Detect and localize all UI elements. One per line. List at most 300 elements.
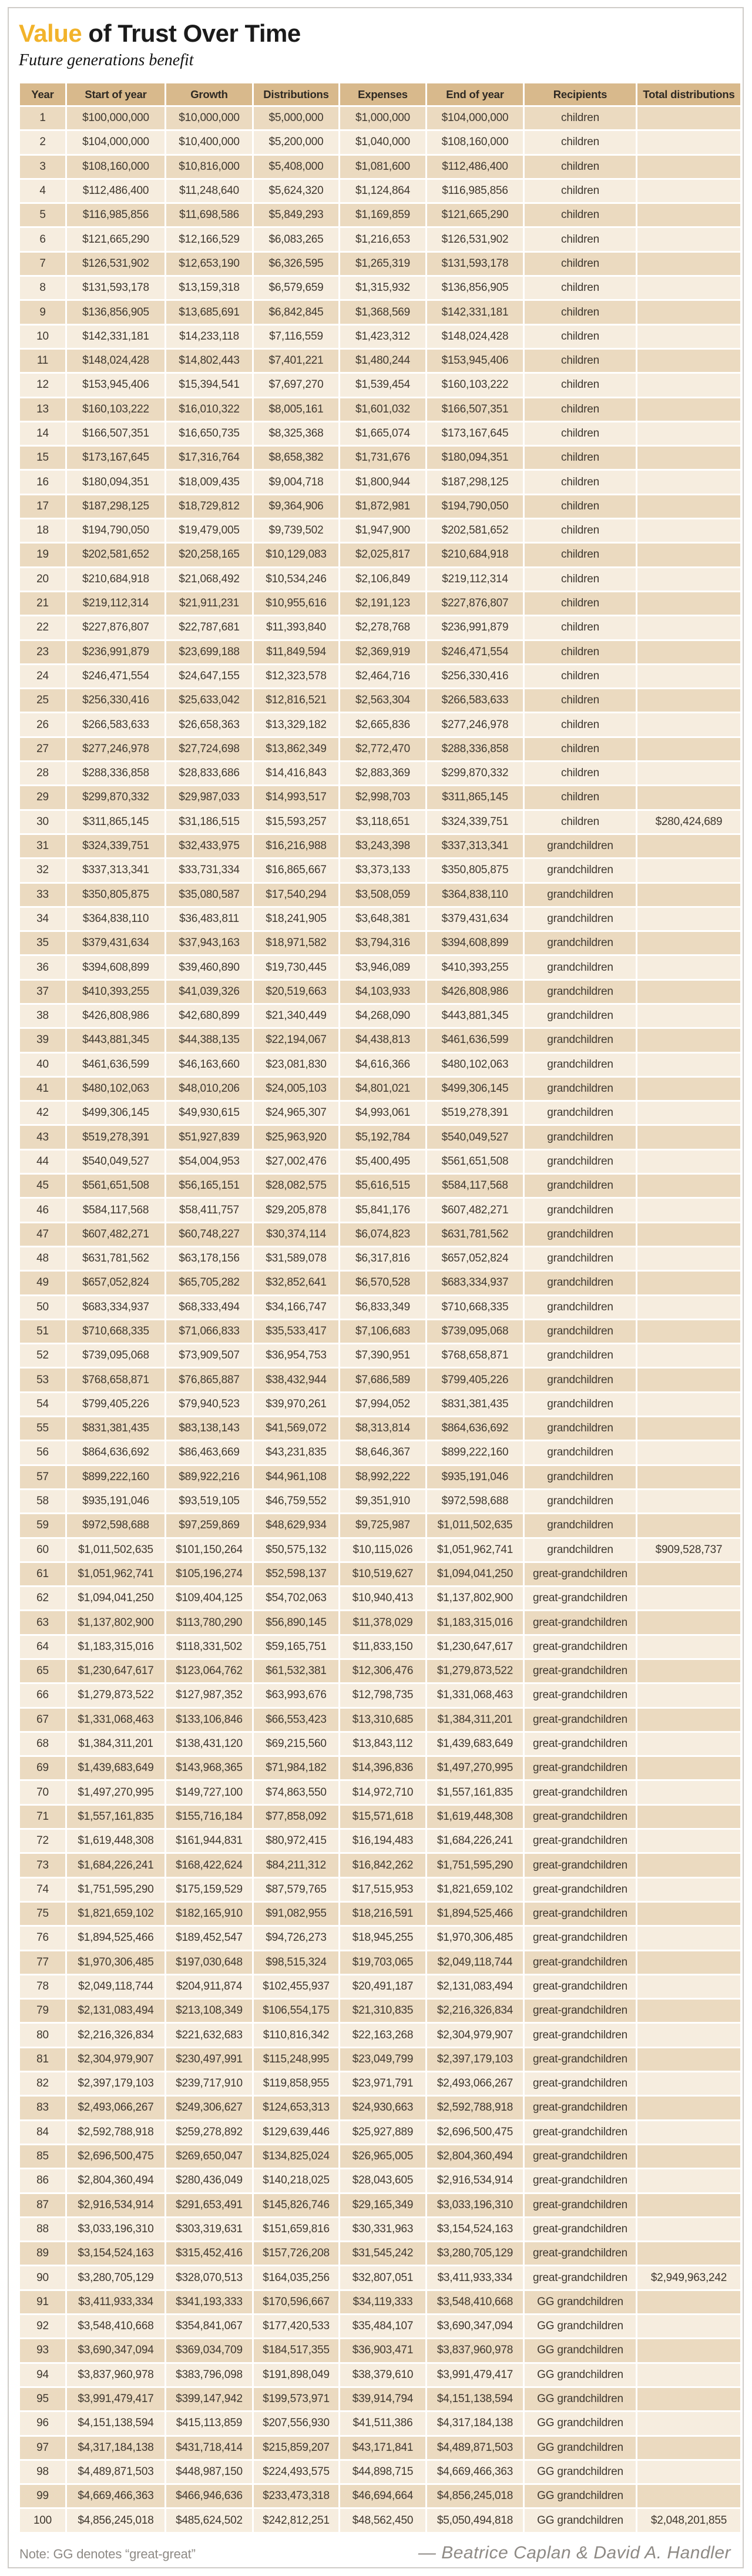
table-cell: $288,336,858	[67, 762, 164, 784]
table-row	[20, 471, 740, 493]
table-cell: $11,849,594	[254, 641, 338, 663]
table-cell: $426,808,986	[67, 1005, 164, 1027]
table-cell: $4,489,871,503	[67, 2461, 164, 2483]
table-cell	[637, 277, 740, 299]
table-cell: $3,548,410,668	[427, 2291, 523, 2313]
table-cell: $134,825,024	[254, 2145, 338, 2168]
table-cell: $315,452,416	[166, 2242, 252, 2265]
table-cell: $23,081,830	[254, 1054, 338, 1076]
table-row	[20, 1175, 740, 1197]
table-cell: $1,216,653	[340, 228, 425, 250]
table-cell: 23	[20, 641, 65, 663]
table-cell: 2	[20, 131, 65, 153]
page-title	[19, 20, 733, 47]
table-cell: 15	[20, 447, 65, 469]
table-cell: $153,945,406	[427, 350, 523, 372]
table-cell: 56	[20, 1441, 65, 1464]
table-cell	[637, 1879, 740, 1901]
table-cell: $127,987,352	[166, 1684, 252, 1706]
table-cell: $66,553,423	[254, 1709, 338, 1731]
table-cell: $2,493,066,267	[427, 2072, 523, 2095]
table-cell: $2,191,123	[340, 592, 425, 615]
table-cell: $1,384,311,201	[427, 1709, 523, 1731]
table-cell	[637, 2339, 740, 2362]
table-cell: 46	[20, 1199, 65, 1221]
table-cell: $2,304,979,907	[67, 2048, 164, 2071]
page-title-accent: Value	[19, 19, 82, 47]
table-cell	[637, 422, 740, 445]
table-row	[20, 1660, 740, 1682]
table-cell: $13,843,112	[340, 1733, 425, 1755]
table-row	[20, 2000, 740, 2022]
table-cell: great-grandchildren	[525, 1757, 636, 1779]
table-cell: $21,068,492	[166, 568, 252, 591]
table-cell: $118,331,502	[166, 1636, 252, 1658]
table-cell: $6,579,659	[254, 277, 338, 299]
table-cell: $561,651,508	[67, 1175, 164, 1197]
table-row	[20, 131, 740, 153]
table-cell	[637, 1587, 740, 1609]
table-cell: great-grandchildren	[525, 2000, 636, 2022]
table-cell: $115,248,995	[254, 2048, 338, 2071]
table-cell	[637, 2388, 740, 2410]
table-cell: grandchildren	[525, 1368, 636, 1391]
table-row	[20, 301, 740, 323]
table-cell: 57	[20, 1466, 65, 1488]
table-cell: $1,751,595,290	[67, 1879, 164, 1901]
table-cell	[637, 1830, 740, 1852]
table-cell	[637, 1029, 740, 1051]
table-cell: $104,000,000	[427, 107, 523, 129]
table-cell: $187,298,125	[67, 495, 164, 518]
table-cell: $799,405,226	[67, 1393, 164, 1416]
table-cell: $1,423,312	[340, 326, 425, 348]
table-cell: $121,665,290	[427, 204, 523, 226]
table-cell: $79,940,523	[166, 1393, 252, 1416]
table-row	[20, 713, 740, 736]
table-cell: $44,388,135	[166, 1029, 252, 1051]
table-cell: $2,131,083,494	[427, 1975, 523, 1998]
table-cell: $12,166,529	[166, 228, 252, 250]
table-cell: $80,972,415	[254, 1830, 338, 1852]
table-cell: great-grandchildren	[525, 1611, 636, 1634]
table-cell: great-grandchildren	[525, 1563, 636, 1585]
table-cell	[637, 786, 740, 809]
table-row	[20, 374, 740, 396]
table-cell: great-grandchildren	[525, 2242, 636, 2265]
table-cell: $189,452,547	[166, 1927, 252, 1949]
table-cell: $10,519,627	[340, 1563, 425, 1585]
table-cell: $909,528,737	[637, 1539, 740, 1561]
table-cell: 70	[20, 1781, 65, 1803]
table-cell: 93	[20, 2339, 65, 2362]
trust-value-table	[18, 82, 742, 2534]
table-cell: $173,167,645	[427, 422, 523, 445]
table-cell: $9,739,502	[254, 519, 338, 542]
table-cell: $2,131,083,494	[67, 2000, 164, 2022]
table-cell: $1,331,068,463	[67, 1709, 164, 1731]
table-cell: $9,351,910	[340, 1490, 425, 1512]
table-cell: $394,608,899	[67, 956, 164, 978]
table-cell: grandchildren	[525, 932, 636, 954]
table-cell: $4,317,184,138	[67, 2437, 164, 2459]
table-cell: 77	[20, 1951, 65, 1974]
table-cell	[637, 1441, 740, 1464]
table-cell: $683,334,937	[67, 1296, 164, 1319]
table-cell: grandchildren	[525, 835, 636, 857]
table-cell: 33	[20, 884, 65, 906]
table-row	[20, 762, 740, 784]
table-cell: $215,859,207	[254, 2437, 338, 2459]
table-cell: $131,593,178	[67, 277, 164, 299]
table-cell: $540,049,527	[67, 1151, 164, 1173]
table-cell	[637, 1320, 740, 1343]
table-cell: children	[525, 641, 636, 663]
table-cell: $16,865,667	[254, 859, 338, 881]
table-cell	[637, 592, 740, 615]
table-cell: children	[525, 131, 636, 153]
table-cell: $519,278,391	[427, 1102, 523, 1124]
table-cell: $41,039,326	[166, 981, 252, 1003]
table-cell: $21,340,449	[254, 1005, 338, 1027]
table-cell: $2,998,703	[340, 786, 425, 809]
table-cell: 45	[20, 1175, 65, 1197]
table-cell: $584,117,568	[427, 1175, 523, 1197]
table-cell	[637, 1272, 740, 1294]
table-cell: $199,573,971	[254, 2388, 338, 2410]
table-cell: $3,118,651	[340, 811, 425, 833]
table-cell: $1,557,161,835	[427, 1781, 523, 1803]
table-cell: $26,658,363	[166, 713, 252, 736]
table-cell: $10,115,026	[340, 1539, 425, 1561]
table-cell: $5,841,176	[340, 1199, 425, 1221]
table-cell: 44	[20, 1151, 65, 1173]
table-cell: $38,379,610	[340, 2364, 425, 2386]
table-row	[20, 2509, 740, 2531]
column-header: Expenses	[340, 83, 425, 105]
table-cell: 53	[20, 1368, 65, 1391]
table-cell: $8,325,368	[254, 422, 338, 445]
table-row	[20, 2121, 740, 2144]
table-cell: $116,985,856	[67, 204, 164, 226]
table-cell: GG grandchildren	[525, 2461, 636, 2483]
table-cell: $121,665,290	[67, 228, 164, 250]
table-row	[20, 277, 740, 299]
table-cell: $36,483,811	[166, 908, 252, 930]
table-row	[20, 1490, 740, 1512]
table-cell: $236,991,879	[67, 641, 164, 663]
table-cell: $51,927,839	[166, 1126, 252, 1148]
table-cell: great-grandchildren	[525, 1709, 636, 1731]
table-cell	[637, 2169, 740, 2192]
table-cell: $1,331,068,463	[427, 1684, 523, 1706]
table-cell	[637, 2097, 740, 2119]
table-cell: $18,216,591	[340, 1903, 425, 1925]
table-cell: $9,725,987	[340, 1514, 425, 1537]
table-cell: great-grandchildren	[525, 2218, 636, 2240]
table-cell: 13	[20, 398, 65, 421]
table-cell: $219,112,314	[67, 592, 164, 615]
table-cell: $48,562,450	[340, 2509, 425, 2531]
table-cell	[637, 1151, 740, 1173]
table-cell: $1,480,244	[340, 350, 425, 372]
table-cell: 81	[20, 2048, 65, 2071]
table-cell: children	[525, 107, 636, 129]
table-cell	[637, 471, 740, 493]
table-cell: children	[525, 665, 636, 687]
table-cell: grandchildren	[525, 956, 636, 978]
table-cell	[637, 665, 740, 687]
table-row	[20, 2364, 740, 2386]
table-cell: $161,944,831	[166, 1830, 252, 1852]
table-row	[20, 180, 740, 202]
table-cell	[637, 1199, 740, 1221]
table-cell: children	[525, 277, 636, 299]
table-cell: $54,004,953	[166, 1151, 252, 1173]
table-cell: GG grandchildren	[525, 2509, 636, 2531]
table-cell: $3,154,524,163	[67, 2242, 164, 2265]
table-cell	[637, 1005, 740, 1027]
table-cell	[637, 1223, 740, 1246]
table-cell: children	[525, 156, 636, 178]
table-cell: $3,411,933,334	[427, 2266, 523, 2289]
table-cell	[637, 1126, 740, 1148]
table-cell	[637, 2048, 740, 2071]
table-cell: $126,531,902	[427, 228, 523, 250]
table-cell: $1,051,962,741	[67, 1563, 164, 1585]
table-cell: $16,842,262	[340, 1854, 425, 1876]
table-cell: $1,279,873,522	[67, 1684, 164, 1706]
table-cell: children	[525, 811, 636, 833]
table-cell: $77,858,092	[254, 1806, 338, 1828]
table-cell: $540,049,527	[427, 1126, 523, 1148]
table-cell: $22,787,681	[166, 616, 252, 639]
table-cell	[637, 2000, 740, 2022]
table-cell: children	[525, 253, 636, 275]
table-cell: $2,397,179,103	[67, 2072, 164, 2095]
table-cell: $18,241,905	[254, 908, 338, 930]
table-cell	[637, 228, 740, 250]
table-cell: $6,074,823	[340, 1223, 425, 1246]
table-cell: $4,669,466,363	[67, 2485, 164, 2507]
table-cell: 71	[20, 1806, 65, 1828]
table-cell	[637, 1684, 740, 1706]
table-cell: $22,194,067	[254, 1029, 338, 1051]
table-cell	[637, 398, 740, 421]
table-cell: 69	[20, 1757, 65, 1779]
table-cell: $73,909,507	[166, 1344, 252, 1367]
table-cell	[637, 1247, 740, 1270]
table-cell: $1,094,041,250	[67, 1587, 164, 1609]
table-cell: 28	[20, 762, 65, 784]
table-cell: $6,317,816	[340, 1247, 425, 1270]
table-cell: $6,326,595	[254, 253, 338, 275]
table-cell: $124,653,313	[254, 2097, 338, 2119]
table-row	[20, 544, 740, 566]
table-cell: $56,890,145	[254, 1611, 338, 1634]
table-cell: $710,668,335	[67, 1320, 164, 1343]
table-cell: $46,694,664	[340, 2485, 425, 2507]
table-row	[20, 1466, 740, 1488]
table-cell: $12,653,190	[166, 253, 252, 275]
table-cell: $123,064,762	[166, 1660, 252, 1682]
table-row	[20, 1709, 740, 1731]
table-row	[20, 107, 740, 129]
table-cell: $142,331,181	[67, 326, 164, 348]
table-cell: $10,940,413	[340, 1587, 425, 1609]
table-cell: $32,807,051	[340, 2266, 425, 2289]
table-cell: $46,163,660	[166, 1054, 252, 1076]
table-cell: $480,102,063	[67, 1078, 164, 1100]
table-cell: $1,497,270,995	[67, 1781, 164, 1803]
table-cell: 43	[20, 1126, 65, 1148]
table-cell: $35,080,587	[166, 884, 252, 906]
table-row	[20, 350, 740, 372]
table-cell	[637, 981, 740, 1003]
table-cell: GG grandchildren	[525, 2364, 636, 2386]
table-cell: children	[525, 738, 636, 760]
table-cell: 90	[20, 2266, 65, 2289]
table-cell: $16,650,735	[166, 422, 252, 445]
table-cell: $4,856,245,018	[67, 2509, 164, 2531]
table-cell: $17,540,294	[254, 884, 338, 906]
table-cell: 29	[20, 786, 65, 809]
table-cell: children	[525, 228, 636, 250]
table-cell: $194,790,050	[427, 495, 523, 518]
table-cell	[637, 1296, 740, 1319]
table-cell: 9	[20, 301, 65, 323]
table-cell: great-grandchildren	[525, 1927, 636, 1949]
table-cell: $311,865,145	[67, 811, 164, 833]
table-cell: $25,963,920	[254, 1126, 338, 1148]
table-cell: $35,484,107	[340, 2315, 425, 2337]
table-cell	[637, 350, 740, 372]
table-cell: $71,984,182	[254, 1757, 338, 1779]
table-cell: $87,579,765	[254, 1879, 338, 1901]
table-cell: $42,680,899	[166, 1005, 252, 1027]
table-cell	[637, 2194, 740, 2216]
table-cell	[637, 2485, 740, 2507]
table-cell: $116,985,856	[427, 180, 523, 202]
table-cell: children	[525, 616, 636, 639]
table-row	[20, 253, 740, 275]
table-cell: $1,970,306,485	[427, 1927, 523, 1949]
table-cell: $6,083,265	[254, 228, 338, 250]
table-cell: $6,842,845	[254, 301, 338, 323]
table-cell	[637, 1975, 740, 1998]
table-cell: $4,103,933	[340, 981, 425, 1003]
table-row	[20, 1951, 740, 1974]
table-cell: $7,116,559	[254, 326, 338, 348]
table-cell: $197,030,648	[166, 1951, 252, 1974]
table-cell: $5,616,515	[340, 1175, 425, 1197]
table-cell: $1,081,600	[340, 156, 425, 178]
table-cell: $972,598,688	[427, 1490, 523, 1512]
table-cell: $7,994,052	[340, 1393, 425, 1416]
table-cell: grandchildren	[525, 1102, 636, 1124]
page-title-rest: of Trust Over Time	[88, 19, 301, 47]
table-cell: $1,894,525,466	[427, 1903, 523, 1925]
table-cell: $2,049,118,744	[427, 1951, 523, 1974]
table-cell: 74	[20, 1879, 65, 1901]
table-row	[20, 2242, 740, 2265]
table-cell: $519,278,391	[67, 1126, 164, 1148]
table-cell: $1,124,864	[340, 180, 425, 202]
table-cell: $431,718,414	[166, 2437, 252, 2459]
table-cell: $2,592,788,918	[67, 2121, 164, 2144]
table-cell: 30	[20, 811, 65, 833]
table-cell: $935,191,046	[67, 1490, 164, 1512]
table-cell: $48,629,934	[254, 1514, 338, 1537]
table-cell	[637, 1611, 740, 1634]
table-cell: 17	[20, 495, 65, 518]
table-cell: 66	[20, 1684, 65, 1706]
table-cell: $4,801,021	[340, 1078, 425, 1100]
table-cell: 78	[20, 1975, 65, 1998]
table-cell: $1,384,311,201	[67, 1733, 164, 1755]
table-cell: $170,596,667	[254, 2291, 338, 2313]
table-cell: $499,306,145	[67, 1102, 164, 1124]
table-cell: $1,230,647,617	[67, 1660, 164, 1682]
table-cell: GG grandchildren	[525, 2388, 636, 2410]
table-cell: 26	[20, 713, 65, 736]
table-cell: $74,863,550	[254, 1781, 338, 1803]
table-cell	[637, 131, 740, 153]
table-cell: $5,624,320	[254, 180, 338, 202]
table-cell: $202,581,652	[67, 544, 164, 566]
table-cell: $448,987,150	[166, 2461, 252, 2483]
table-cell: $184,517,355	[254, 2339, 338, 2362]
table-cell: $2,772,470	[340, 738, 425, 760]
table-cell: $41,569,072	[254, 1417, 338, 1440]
table-cell: $3,794,316	[340, 932, 425, 954]
table-cell: $210,684,918	[427, 544, 523, 566]
table-cell: $20,491,187	[340, 1975, 425, 1998]
table-cell: $1,894,525,466	[67, 1927, 164, 1949]
footnote: Note: GG denotes “great-great”	[19, 2546, 196, 2561]
table-cell: $28,082,575	[254, 1175, 338, 1197]
table-cell: 60	[20, 1539, 65, 1561]
table-cell: $32,852,641	[254, 1272, 338, 1294]
table-cell	[637, 301, 740, 323]
table-cell: $864,636,692	[67, 1441, 164, 1464]
table-cell	[637, 2072, 740, 2095]
table-cell: $38,432,944	[254, 1368, 338, 1391]
table-cell: $1,265,319	[340, 253, 425, 275]
table-cell: children	[525, 713, 636, 736]
table-cell	[637, 519, 740, 542]
table-cell: $160,103,222	[427, 374, 523, 396]
table-cell: children	[525, 786, 636, 809]
table-cell: 6	[20, 228, 65, 250]
table-cell: $324,339,751	[67, 835, 164, 857]
table-cell: grandchildren	[525, 1344, 636, 1367]
table-cell: 3	[20, 156, 65, 178]
table-cell: $36,954,753	[254, 1344, 338, 1367]
table-cell: grandchildren	[525, 1005, 636, 1027]
table-row	[20, 908, 740, 930]
table-cell: 67	[20, 1709, 65, 1731]
table-cell: $426,808,986	[427, 981, 523, 1003]
table-cell: $166,507,351	[67, 422, 164, 445]
table-cell: $1,619,448,308	[427, 1806, 523, 1828]
table-row	[20, 1539, 740, 1561]
table-cell	[637, 1781, 740, 1803]
table-cell: $168,422,624	[166, 1854, 252, 1876]
table-cell: children	[525, 447, 636, 469]
table-cell	[637, 2412, 740, 2434]
table-cell: $68,333,494	[166, 1296, 252, 1319]
